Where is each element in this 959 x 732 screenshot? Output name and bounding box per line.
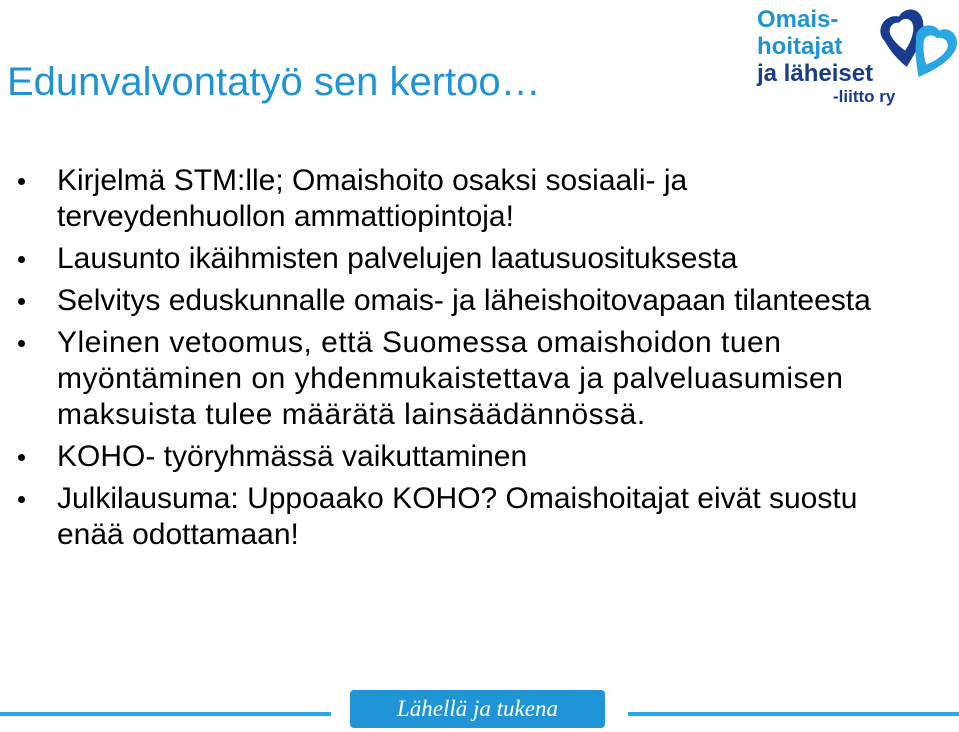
footer-divider-left bbox=[0, 712, 331, 716]
bullet-list bbox=[0, 163, 900, 559]
bullet-item bbox=[0, 163, 900, 235]
logo-line-1: Omais- bbox=[757, 6, 839, 33]
footer-tagline: Lähellä ja tukena bbox=[350, 690, 605, 728]
bullet-text: Julkilausuma: Uppoaako KOHO? Omaishoitajat eivät suostu enää odottamaan! bbox=[57, 482, 858, 551]
bullet-item bbox=[0, 325, 900, 433]
bullet-dot-icon bbox=[18, 454, 25, 461]
bullet-dot-icon bbox=[18, 298, 25, 305]
logo-line-3: ja läheiset bbox=[757, 60, 874, 87]
logo-line-4: -liitto ry bbox=[833, 87, 896, 106]
bullet-dot-icon bbox=[18, 256, 25, 263]
bullet-text: Yleinen vetoomus, että Suomessa omaishoidon tuen myöntäminen on yhdenmukaistettava ja palveluasumisen maksuista tulee määrätä lainsäädännössä. bbox=[57, 326, 844, 431]
bullet-item bbox=[0, 481, 900, 553]
footer-divider-right bbox=[628, 712, 959, 716]
bullet-text: Kirjelmä STM:lle; Omaishoito osaksi sosiaali- ja terveydenhuollon ammattiopintoja! bbox=[57, 164, 688, 233]
bullet-text: Lausunto ikäihmisten palvelujen laatusuosituksesta bbox=[57, 242, 738, 275]
bullet-dot-icon bbox=[18, 340, 25, 347]
bullet-text: Selvitys eduskunnalle omais- ja läheishoitovapaan tilanteesta bbox=[57, 284, 871, 317]
bullet-dot-icon bbox=[18, 496, 25, 503]
bullet-item bbox=[0, 241, 900, 277]
slide-title: Edunvalvontatyö sen kertoo… bbox=[7, 60, 541, 104]
logo-line-2: hoitajat bbox=[757, 33, 843, 60]
bullet-item bbox=[0, 439, 900, 475]
bullet-text: KOHO- työryhmässä vaikuttaminen bbox=[57, 440, 528, 473]
hearts-icon bbox=[874, 6, 959, 86]
bullet-item bbox=[0, 283, 900, 319]
organization-logo bbox=[757, 6, 957, 130]
bullet-dot-icon bbox=[18, 178, 25, 185]
